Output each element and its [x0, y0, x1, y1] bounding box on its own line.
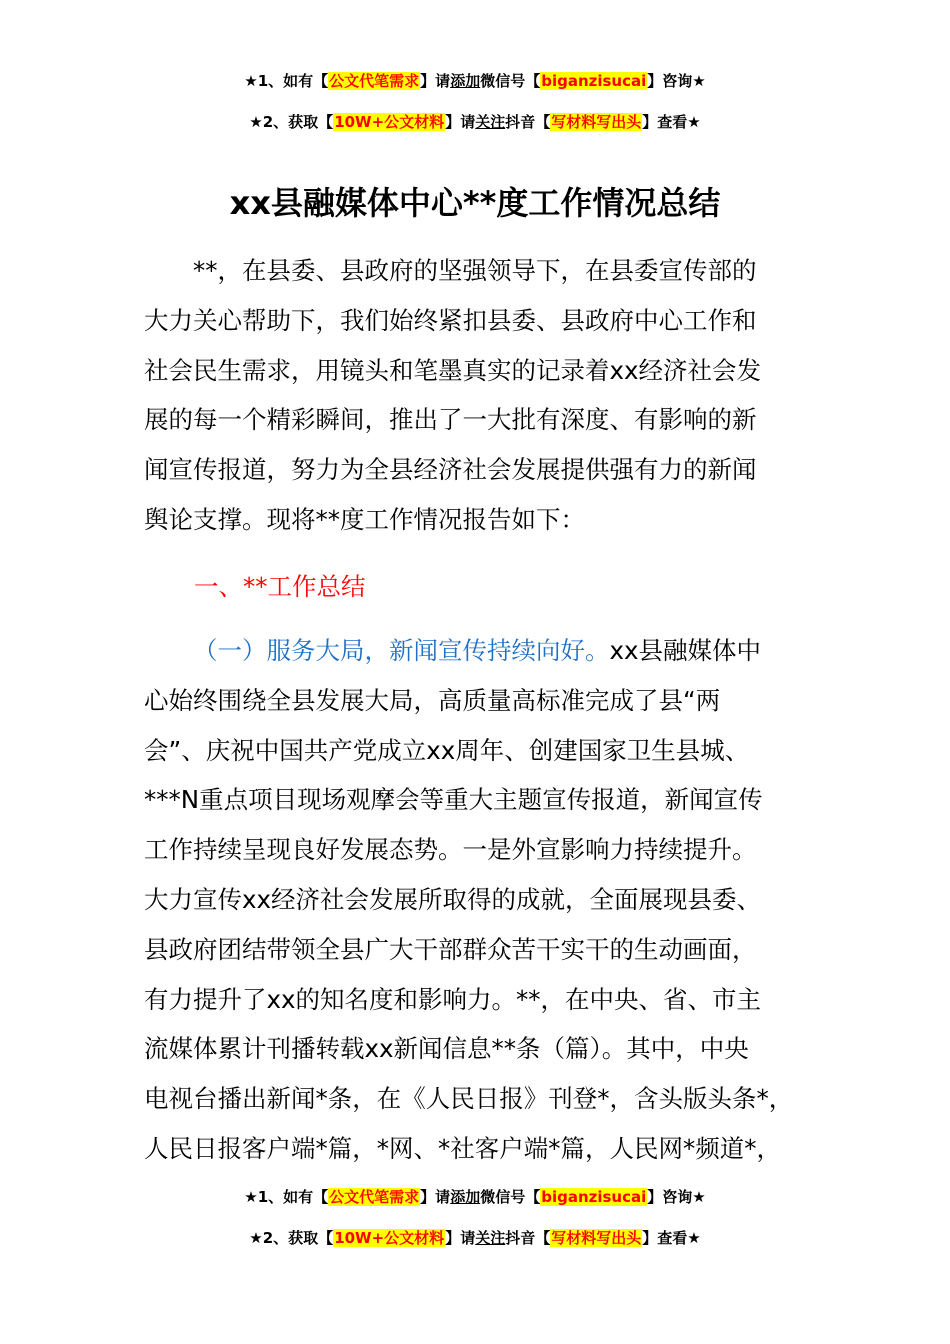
document-title: xx县融媒体中心**度工作情况总结: [229, 184, 721, 222]
paragraph-line: 电视台播出新闻*条，在《人民日报》刊登*，含头版头条*，: [144, 1084, 794, 1114]
banner-text: 微信号【: [480, 72, 541, 90]
banner-text: ★1、如有【: [244, 1188, 329, 1206]
banner-text: 微信号【: [480, 1188, 541, 1206]
banner-text: 】查看★: [642, 113, 701, 131]
section-heading: 一、**工作总结: [194, 572, 366, 601]
banner-text: 】请: [445, 1229, 476, 1247]
subsection-paragraph: [144, 626, 812, 1174]
banner-underlined: 关注: [475, 1229, 506, 1247]
subsection-heading: （一）服务大局，新闻宣传持续向好。: [193, 636, 610, 665]
banner-text: ★2、获取【: [249, 113, 334, 131]
banner-text: 抖音【: [505, 113, 551, 131]
banner-highlight: biganzisucai: [541, 72, 647, 90]
paragraph-line: 工作持续呈现良好发展态势。一是外宣影响力持续提升。: [144, 835, 757, 865]
bottom-banner-line-1: [0, 1186, 950, 1208]
paragraph-line: 大力关心帮助下，我们始终紧扣县委、县政府中心工作和: [144, 305, 757, 335]
paragraph-line: 闻宣传报道，努力为全县经济社会发展提供强有力的新闻: [144, 455, 757, 485]
intro-paragraph: [144, 246, 812, 545]
banner-highlight: 10W+公文材料: [334, 1229, 445, 1247]
paragraph-line: 流媒体累计刊播转载xx新闻信息**条（篇）。其中，中央: [144, 1034, 749, 1064]
banner-text: 】请: [420, 72, 451, 90]
top-banner-line-2: [0, 111, 950, 133]
banner-highlight: biganzisucai: [541, 1188, 647, 1206]
paragraph-line: ***N重点项目现场观摩会等重大主题宣传报道，新闻宣传: [144, 785, 763, 815]
banner-text: 】咨询★: [647, 72, 706, 90]
paragraph-line: 展的每一个精彩瞬间，推出了一大批有深度、有影响的新: [144, 405, 757, 435]
paragraph-line: 会”、庆祝中国共产党成立xx周年、创建国家卫生县城、: [144, 735, 750, 765]
paragraph-text: xx县融媒体中: [609, 636, 761, 665]
top-banner-line-1: [0, 70, 950, 92]
banner-text: ★1、如有【: [244, 72, 329, 90]
banner-text: 】查看★: [642, 1229, 701, 1247]
banner-highlight: 10W+公文材料: [334, 113, 445, 131]
banner-underlined: 关注: [475, 113, 506, 131]
banner-text: 】咨询★: [647, 1188, 706, 1206]
paragraph-line: 大力宣传xx经济社会发展所取得的成就，全面展现县委、: [144, 884, 761, 914]
banner-highlight: 写材料写出头: [551, 113, 642, 131]
banner-highlight: 写材料写出头: [551, 1229, 642, 1247]
banner-text: 抖音【: [505, 1229, 551, 1247]
banner-text: ★2、获取【: [249, 1229, 334, 1247]
paragraph-line: **，在县委、县政府的坚强领导下，在县委宣传部的: [193, 256, 757, 285]
paragraph-line: 县政府团结带领全县广大干部群众苦干实干的生动画面，: [144, 934, 757, 964]
paragraph-line: 有力提升了xx的知名度和影响力。**，在中央、省、市主: [144, 984, 761, 1014]
banner-underlined: 添加: [450, 1188, 481, 1206]
paragraph-line: 心始终围绕全县发展大局，高质量高标准完成了县“两: [144, 685, 721, 715]
banner-underlined: 添加: [450, 72, 481, 90]
paragraph-line: 社会民生需求，用镜头和笔墨真实的记录着xx经济社会发: [144, 355, 761, 385]
paragraph-line: 舆论支撑。现将**度工作情况报告如下：: [144, 504, 585, 534]
banner-highlight: 公文代笔需求: [329, 72, 420, 90]
paragraph-line: 人民日报客户端*篇，*网、*社客户端*篇，人民网*频道*，: [144, 1133, 781, 1163]
banner-text: 】请: [420, 1188, 451, 1206]
paragraph-first-line: [144, 626, 812, 676]
banner-highlight: 公文代笔需求: [329, 1188, 420, 1206]
bottom-banner-line-2: [0, 1227, 950, 1249]
banner-text: 】请: [445, 113, 476, 131]
